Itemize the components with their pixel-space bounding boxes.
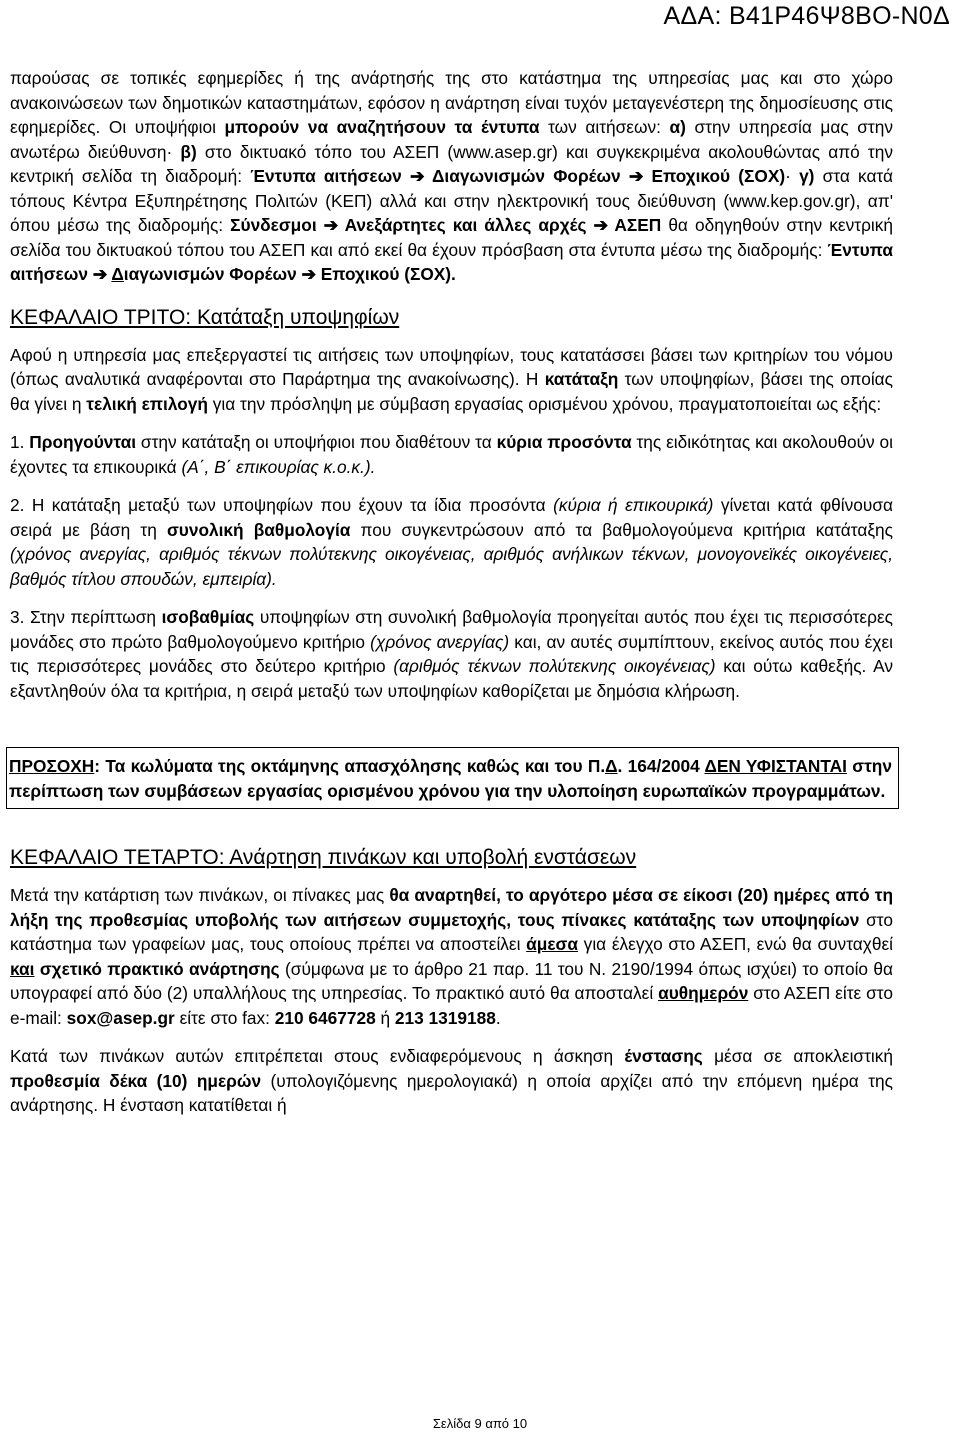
paragraph-application-forms: παρούσας σε τοπικές εφημερίδες ή της ανάρτησής της στο κατάστημα της υπηρεσίας μας και στο χώρο ανακοινώσεων των δημοτικών καταστημάτων, εφόσον η ανάρτηση είναι τυχόν μεταγενέστερη της δημοσίευσης στις εφημερίδες. Οι υποψήφιοι μπορούν να αναζητήσουν τα έντυπα των αιτήσεων: α) στην υπηρεσία μας στην ανωτέρω διεύθυνση· β) στο δικτυακό τόπο του ΑΣΕΠ (www.asep.gr) και συγκεκριμένα ακολουθώντας από την κεντρική σελίδα τη διαδρομή: Έντυπα αιτήσεων ➔ Διαγωνισμών Φορέων ➔ Εποχικού (ΣΟΧ)· γ) στα κατά τόπους Κέντρα Εξυπηρέτησης Πολιτών (ΚΕΠ) αλλά και στην ηλεκτρονική τους διεύθυνση (www.kep.gov.gr), απ' όπου μέσω της διαδρομής: Σύνδεσμοι ➔ Ανεξάρτητες και άλλες αρχές ➔ ΑΣΕΠ θα οδηγηθούν στην κεντρική σελίδα του δικτυακού τόπου του ΑΣΕΠ και από εκεί θα έχουν πρόσβαση στα έντυπα μέσω της διαδρομής: Έντυπα αιτήσεων ➔ Διαγωνισμών Φορέων ➔ Εποχικού (ΣΟΧ). bbox=[10, 68, 894, 284]
paragraph-ranking-intro: Αφού η υπηρεσία μας επεξεργαστεί τις αιτήσεις των υποψηφίων, τους κατατάσσει βάσει των κριτηρίων του νόμου (όπως αναλυτικά αναφέρονται στο Παράρτημα της ανακοίνωσης). Η κατάταξη των υποψηφίων, βάσει της οποίας θα γίνει η τελική επιλογή για την πρόσληψη με σύμβαση εργασίας ορισμένου χρόνου, πραγματοποιείται ως εξής: bbox=[10, 344, 894, 414]
path-forms-seasonal: Έντυπα αιτήσεων ➔ Διαγωνισμών Φορέων ➔ Εποχικού (ΣΟΧ). bbox=[10, 239, 893, 284]
chapter-three-heading: ΚΕΦΑΛΑΙΟ ΤΡΙΤΟ: Κατάταξη υποψηφίων bbox=[10, 305, 400, 329]
chapter-four-heading: ΚΕΦΑΛΑΙΟ ΤΕΤΑΡΤΟ: Ανάρτηση πινάκων και υποβολή ενστάσεων bbox=[10, 846, 637, 869]
paragraph-posting-tables: Μετά την κατάρτιση των πινάκων, οι πίνακες μας θα αναρτηθεί, το αργότερο μέσα σε είκοσι (20) ημέρες από τη λήξη της προθεσμίας υποβολής των αιτήσεων συμμετοχής, τους πίνακες κατάταξης των υποψηφίων στο κατάστημα των γραφείων μας, τους οποίους πρέπει να αποστείλει άμεσα για έλεγχο στο ΑΣΕΠ, ενώ θα συνταχθεί και σχετικό πρακτικό ανάρτησης (σύμφωνα με το άρθρο 21 παρ. 11 του Ν. 2190/1994 όπως ισχύει) το οποίο θα υπογραφεί από δύο (2) υπαλλήλους της υπηρεσίας. Το πρακτικό αυτό θα αποσταλεί αυθημερόν στο ΑΣΕΠ είτε στο e-mail: sox@asep.gr είτε στο fax: 210 6467728 ή 213 1319188. bbox=[10, 885, 893, 1028]
attention-notice-box: ΠΡΟΣΟΧΗ: Τα κωλύματα της οκτάμηνης απασχόλησης καθώς και του Π.Δ. 164/2004 ΔΕΝ ΥΦΙΣΤΑΝΤΑΙ στην περίπτωση των συμβάσεων εργασίας ορισμένου χρόνου για την υλοποίηση ευρωπαϊκών προγραμμάτων. bbox=[6, 747, 899, 809]
attention-label: ΠΡΟΣΟΧΗ bbox=[9, 756, 95, 776]
ranking-rule-2: 2. Η κατάταξη μεταξύ των υποψηφίων που έχουν τα ίδια προσόντα (κύρια ή επικουρικά) γίνεται κατά φθίνουσα σειρά με βάση τη συνολική βαθμολογία που συγκεντρώσουν από τα βαθμολογούμενα κριτήρια κατάταξης (χρόνος ανεργίας, αριθμός τέκνων πολύτεκνης οικογένειας, αριθμός ανήλικων τέκνων, μονογονεϊκές οικογένειες, βαθμός τίτλου σπουδών, εμπειρία). bbox=[10, 495, 893, 589]
page-number-footer: Σελίδα 9 από 10 bbox=[432, 1416, 528, 1431]
fax-number-2: 213 1319188 bbox=[394, 1007, 496, 1028]
fax-number-1: 210 6467728 bbox=[274, 1007, 376, 1028]
paragraph-objection: Κατά των πινάκων αυτών επιτρέπεται στους ενδιαφερόμενους η άσκηση ένστασης μέσα σε αποκλειστική προθεσμία δέκα (10) ημερών (υπολογιζόμενης ημερολογιακά) η οποία αρχίζει από την επόμενη ημέρα της ανάρτησης. Η ένσταση κατατίθεται ή bbox=[10, 1046, 894, 1115]
ranking-rule-3: 3. Στην περίπτωση ισοβαθμίας υποψηφίων στη συνολική βαθμολογία προηγείται αυτός που έχει τις περισσότερες μονάδες στο πρώτο βαθμολογούμενο κριτήριο (χρόνος ανεργίας) και, αν αυτές συμπίπτουν, εκείνος αυτός που έχει τις περισσότερες μονάδες στο δεύτερο κριτήριο (αριθμός τέκνων πολύτεκνης οικογένειας) και ούτω καθεξής. Αν εξαντληθούν όλα τα κριτήρια, η σειρά μεταξύ των υποψηφίων καθορίζεται με δημόσια κλήρωση. bbox=[10, 607, 894, 701]
ranking-rule-1: 1. Προηγούνται στην κατάταξη οι υποψήφιοι που διαθέτουν τα κύρια προσόντα της ειδικότητας και ακολουθούν οι έχοντες τα επικουρικά (Α΄, Β΄ επικουρίας κ.ο.κ.). bbox=[10, 432, 893, 477]
document-ada-id: ΑΔΑ: Β41Ρ46Ψ8ΒΟ-Ν0Δ bbox=[663, 2, 950, 30]
document-body bbox=[10, 66, 893, 1118]
email-address: sox@asep.gr bbox=[66, 1007, 175, 1028]
